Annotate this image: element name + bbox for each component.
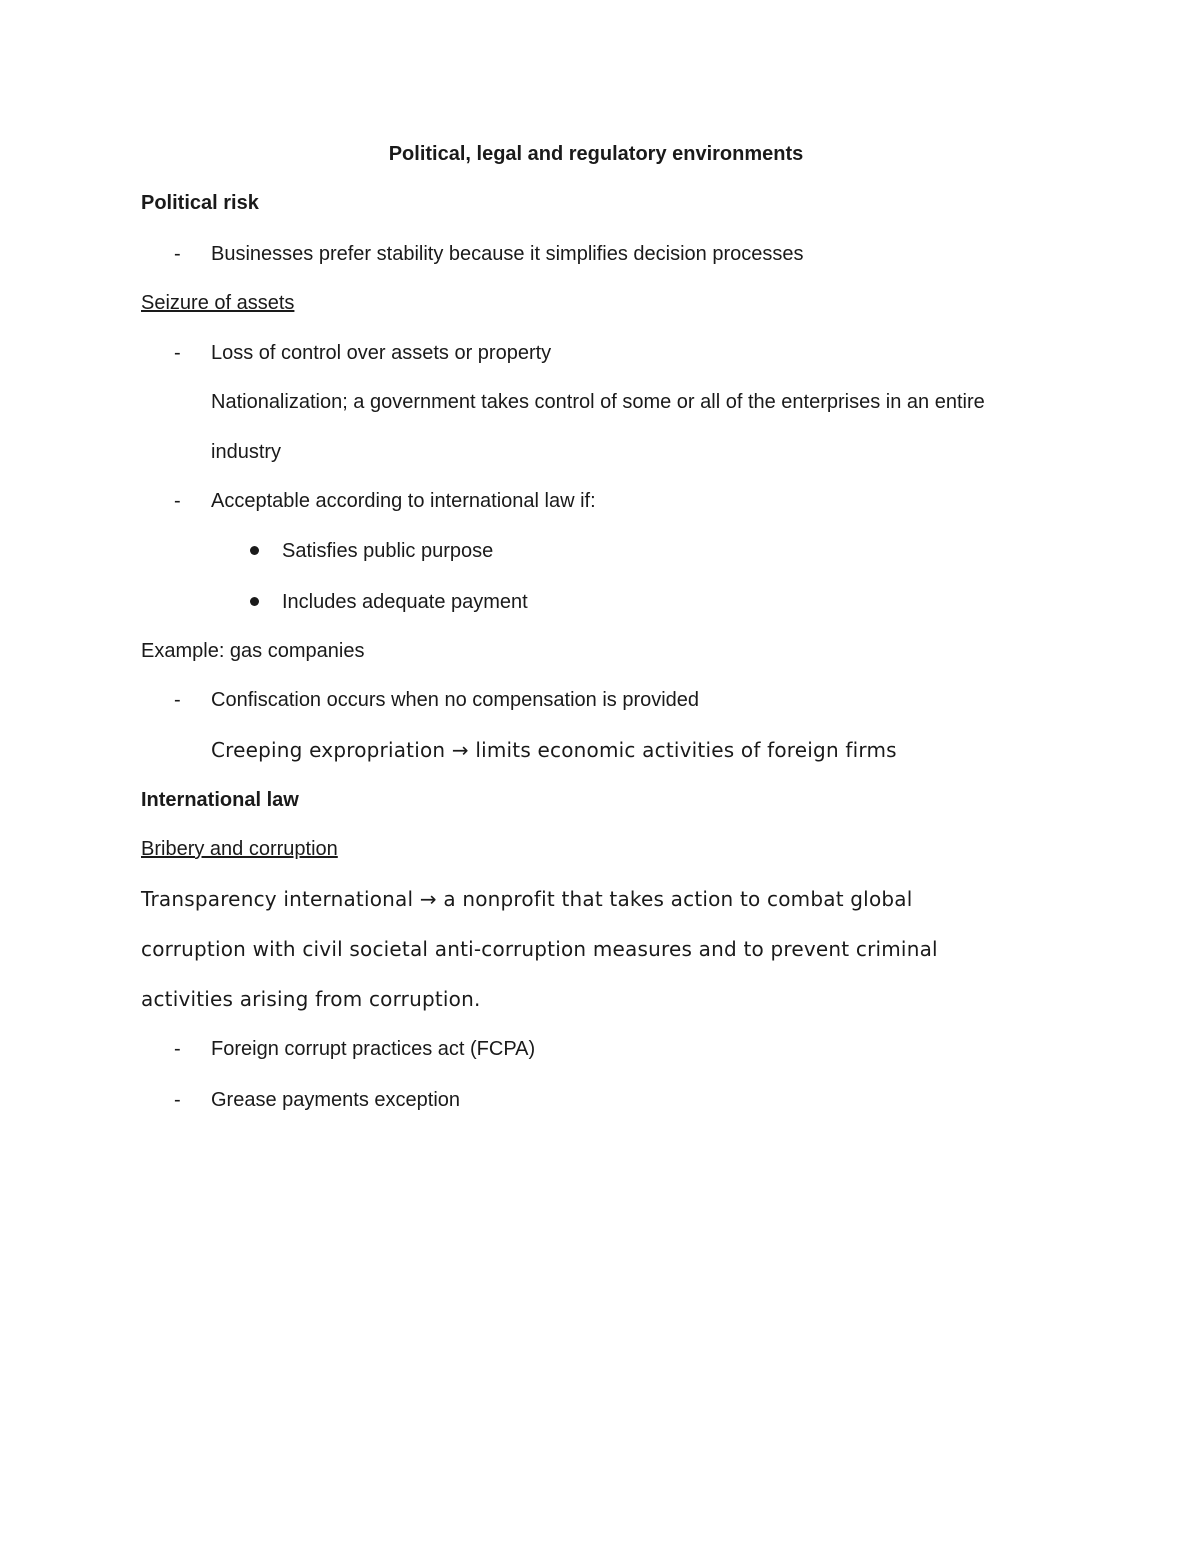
list-dash: - (174, 1089, 181, 1111)
creeping-expropriation-text: Creeping expropriation → limits economic activities of foreign firms (211, 738, 897, 762)
transparency-text-continued: corruption with civil societal anti-corruption measures and to prevent criminal (141, 937, 938, 961)
bullet-item: Satisfies public purpose (282, 540, 494, 562)
list-dash: - (174, 490, 181, 512)
bribery-heading: Bribery and corruption (141, 838, 338, 860)
list-item: Grease payments exception (211, 1089, 461, 1111)
list-item: Acceptable according to international law if: (211, 490, 596, 512)
seizure-of-assets-heading: Seizure of assets (141, 292, 295, 314)
list-item: Loss of control over assets or property (211, 342, 552, 364)
political-risk-heading: Political risk (141, 192, 259, 214)
transparency-text: Transparency international → a nonprofit that takes action to combat global (141, 887, 913, 911)
list-item: Businesses prefer stability because it simplifies decision processes (211, 243, 804, 265)
transparency-text-end: activities arising from corruption. (141, 987, 481, 1011)
list-dash: - (174, 342, 181, 364)
international-law-heading: International law (141, 789, 299, 811)
nationalization-text-continued: industry (211, 441, 282, 463)
bullet-item: Includes adequate payment (282, 591, 528, 613)
bullet-icon (250, 597, 259, 606)
document-title: Political, legal and regulatory environments (388, 143, 804, 165)
list-item: Foreign corrupt practices act (FCPA) (211, 1038, 536, 1060)
example-text: Example: gas companies (141, 640, 365, 662)
bullet-icon (250, 546, 259, 555)
nationalization-text: Nationalization; a government takes control of some or all of the enterprises in an entire (211, 391, 985, 413)
list-dash: - (174, 243, 181, 265)
list-item: Confiscation occurs when no compensation is provided (211, 689, 700, 711)
list-dash: - (174, 689, 181, 711)
list-dash: - (174, 1038, 181, 1060)
